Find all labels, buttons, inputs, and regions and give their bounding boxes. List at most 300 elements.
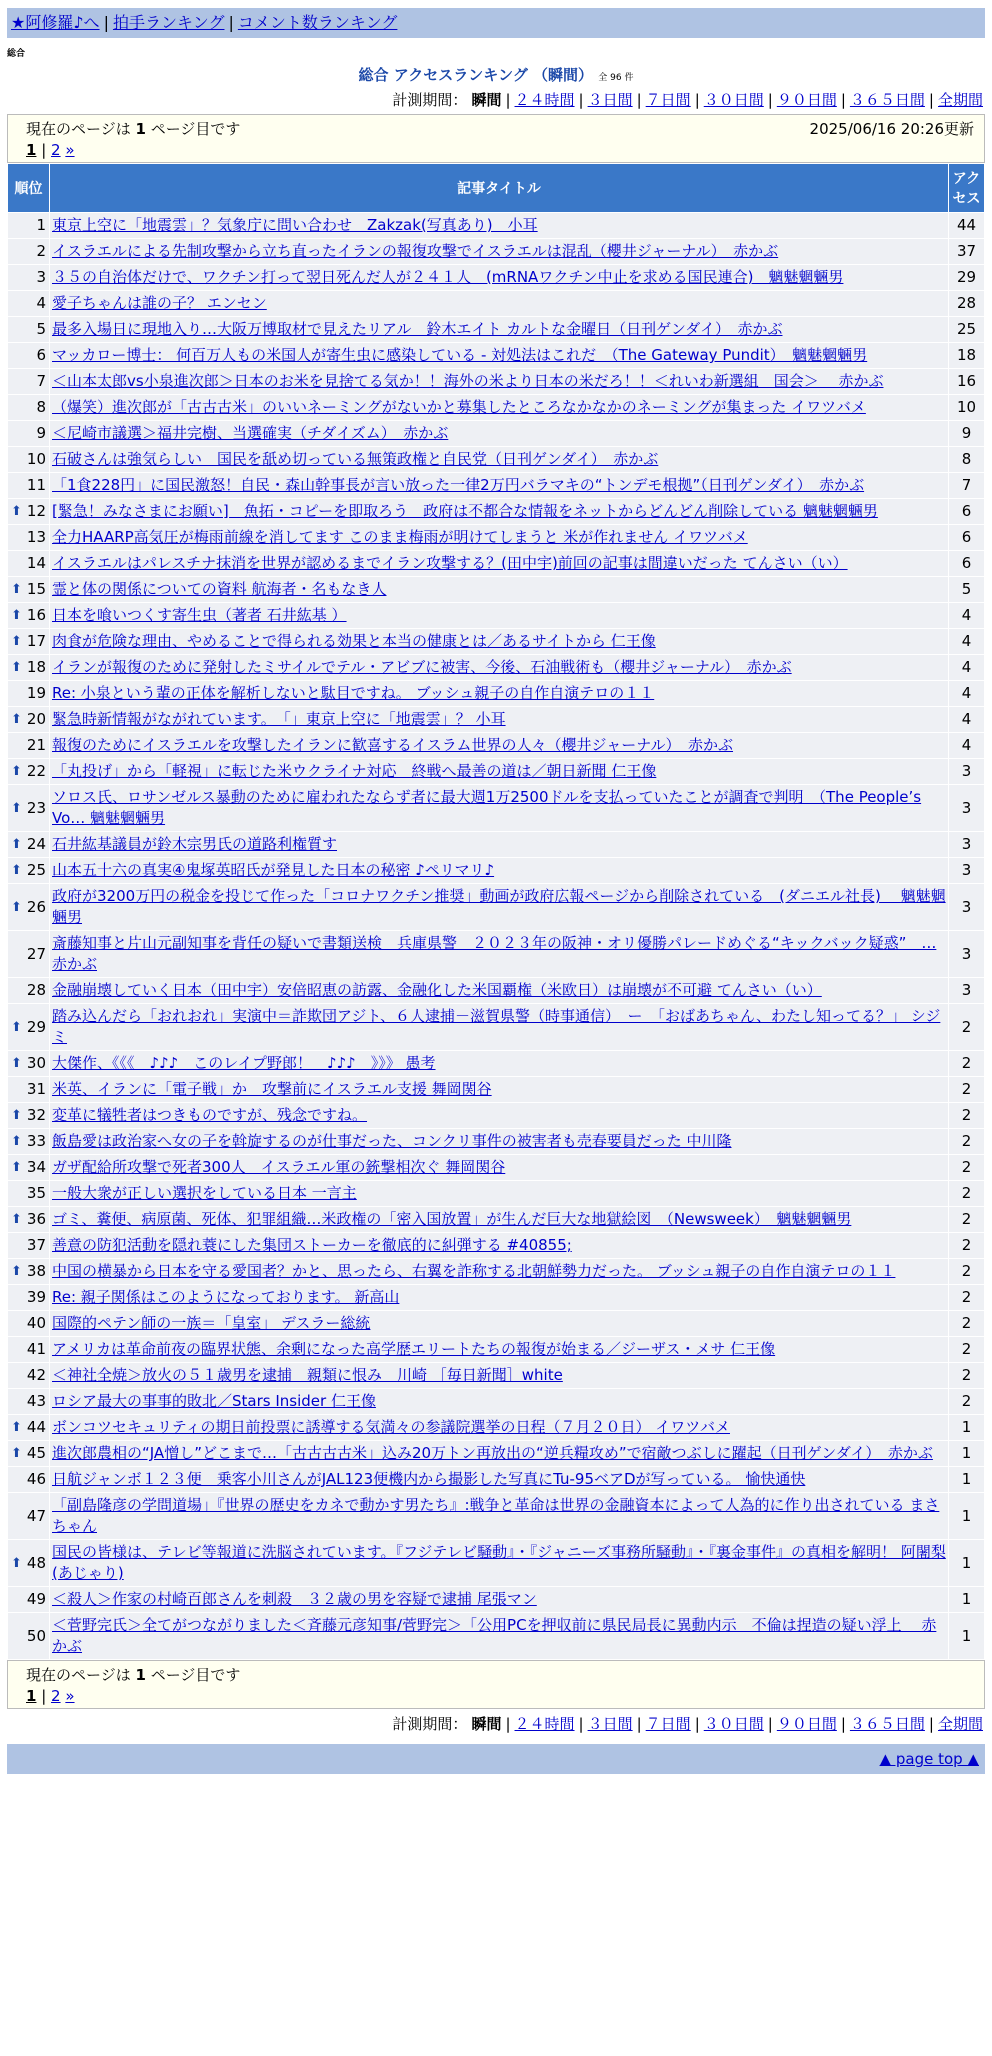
rank-cell	[8, 1259, 50, 1285]
access-count: 3	[949, 785, 985, 832]
article-link[interactable]: 「丸投げ」から「軽視」に転じた米ウクライナ対応 終戦へ最善の道は／朝日新聞 仁王像	[52, 762, 657, 780]
page-2-link[interactable]: 2	[51, 1687, 61, 1705]
ranking-title: 総合 アクセスランキング （瞬間）	[358, 66, 594, 84]
article-link[interactable]: Re: 小泉という輩の正体を解析しないと駄目ですね。 ブッシュ親子の自作自演テロの１１	[52, 684, 655, 702]
rank-cell	[8, 577, 50, 603]
access-count: 2	[949, 1077, 985, 1103]
period-link[interactable]: ３日間	[587, 1715, 633, 1733]
title-cell	[50, 1004, 949, 1051]
separator: |	[636, 91, 642, 109]
rank-up-arrow-icon: ⬆	[11, 1264, 22, 1279]
page-1-current: 1	[26, 1687, 37, 1705]
rank-cell	[8, 421, 50, 447]
rank-cell	[8, 978, 50, 1004]
table-row	[8, 1587, 985, 1613]
access-count: 8	[949, 447, 985, 473]
page-top-link[interactable]: ▲ page top ▲	[879, 1750, 979, 1768]
rank-number: 8	[36, 398, 46, 416]
period-link[interactable]: 全期間	[937, 1715, 983, 1733]
access-count: 16	[949, 369, 985, 395]
rank-up-arrow-icon: ⬆	[11, 863, 22, 878]
access-count: 6	[949, 499, 985, 525]
table-row	[8, 655, 985, 681]
article-link[interactable]: 緊急時新情報がながれています。 「」東京上空に「地震雲」？ 小耳	[52, 710, 506, 728]
table-row	[8, 1363, 985, 1389]
access-count: 7	[949, 473, 985, 499]
rank-number: 50	[26, 1626, 46, 1645]
access-count: 3	[949, 931, 985, 978]
rank-cell	[8, 603, 50, 629]
article-link[interactable]: ＜神社全焼＞放火の５１歳男を逮捕 親類に恨み 川崎 ［毎日新聞］white	[52, 1366, 563, 1384]
comment-ranking-link[interactable]: コメント数ランキング	[237, 13, 398, 32]
rank-number: 21	[26, 736, 46, 754]
rank-cell	[8, 629, 50, 655]
period-link[interactable]: ３０日間	[703, 91, 764, 109]
article-link[interactable]: （爆笑）進次郎が「古古古米」のいいネーミングがないかと募集したところなかなかのネーミングが集まった イワツバメ	[52, 398, 866, 416]
page-links: 1 | 2 »	[26, 141, 75, 159]
article-link[interactable]: イスラエルによる先制攻撃から立ち直ったイランの報復攻撃でイスラエルは混乱（櫻井ジャーナル） 赤かぶ	[52, 242, 779, 260]
title-cell	[50, 655, 949, 681]
title-cell	[50, 1155, 949, 1181]
table-row	[8, 291, 985, 317]
rank-number: 36	[26, 1210, 46, 1228]
table-row	[8, 603, 985, 629]
article-link[interactable]: 進次郎農相の“JA憎し”どこまで…「古古古古米」込み20万トン再放出の“逆兵糧攻め”で宿敵つぶしに躍起（日刊ゲンダイ） 赤かぶ	[52, 1444, 933, 1462]
article-link[interactable]: ＜山本太郎vs小泉進次郎＞日本のお米を見捨てる気か！！海外の米より日本の米だろ！！＜れいわ新選組 国会＞ 赤かぶ	[52, 372, 884, 390]
title-cell	[50, 832, 949, 858]
rank-number: 35	[26, 1184, 46, 1202]
page-2-link[interactable]: 2	[51, 141, 61, 159]
rank-up-arrow-icon: ⬆	[11, 837, 22, 852]
top-nav: ★阿修羅♪へ | 拍手ランキング | コメント数ランキング	[7, 8, 985, 38]
rank-number: 1	[36, 216, 46, 234]
rank-cell	[8, 499, 50, 525]
rank-cell	[8, 213, 50, 239]
rank-cell	[8, 395, 50, 421]
rank-cell	[8, 707, 50, 733]
article-link[interactable]: 米英、イランに「電子戦」か 攻撃前にイスラエル支援 舞岡関谷	[52, 1080, 492, 1098]
table-row	[8, 1389, 985, 1415]
article-link[interactable]: 国民の皆様は、テレビ等報道に洗脳されています。『フジテレビ騒動』・『ジャニーズ事務所騒動』・『裏金事件』の真相を解明！ 阿闍梨(あじゃり)	[52, 1543, 946, 1582]
rank-up-arrow-icon: ⬆	[11, 504, 22, 519]
rank-number: 2	[36, 242, 46, 260]
table-row	[8, 1077, 985, 1103]
article-link[interactable]: 大傑作、《《《 ♪♪♪ このレイプ野郎！ ♪♪♪ 》》》 愚考	[52, 1054, 436, 1072]
table-row	[8, 421, 985, 447]
article-link[interactable]: Re: 親子関係はこのようになっております。 新高山	[52, 1288, 400, 1306]
rank-cell	[8, 1363, 50, 1389]
table-row	[8, 1311, 985, 1337]
rank-up-arrow-icon: ⬆	[11, 800, 22, 816]
table-row	[8, 473, 985, 499]
article-link[interactable]: ゴミ、糞便、病原菌、死体、犯罪組織…米政権の「密入国放置」が生んだ巨大な地獄絵図 （Newsweek） 魑魅魍魎男	[52, 1210, 852, 1228]
table-row	[8, 551, 985, 577]
access-count: 2	[949, 1337, 985, 1363]
table-row	[8, 317, 985, 343]
article-link[interactable]: 石井紘基議員が鈴木宗男氏の道路利権質す	[52, 835, 338, 853]
table-row	[8, 1337, 985, 1363]
table-row	[8, 629, 985, 655]
title-cell	[50, 1207, 949, 1233]
access-count: 6	[949, 551, 985, 577]
access-count: 18	[949, 343, 985, 369]
rank-up-arrow-icon: ⬆	[11, 582, 22, 597]
period-label: 計測期間：	[392, 91, 468, 109]
rank-up-arrow-icon: ⬆	[11, 608, 22, 623]
table-row	[8, 978, 985, 1004]
article-link[interactable]: 善意の防犯活動を隠れ蓑にした集団ストーカーを徹底的に糾弾する #40855;	[52, 1236, 572, 1254]
title-cell	[50, 369, 949, 395]
rank-up-arrow-icon: ⬆	[11, 1212, 22, 1227]
rank-number: 45	[26, 1444, 46, 1462]
access-count: 2	[949, 1259, 985, 1285]
title-cell	[50, 785, 949, 832]
table-row	[8, 343, 985, 369]
rank-cell	[8, 1613, 50, 1660]
article-link[interactable]: 最多入場日に現地入り…大阪万博取材で見えたリアル 鈴木エイト カルトな金曜日（日刊ゲンダイ） 赤かぶ	[52, 320, 783, 338]
article-link[interactable]: 中国の横暴から日本を守る愛国者？かと、思ったら、右翼を詐称する北朝鮮勢力だった。 ブッシュ親子の自作自演テロの１１	[52, 1262, 896, 1280]
access-count: 2	[949, 1311, 985, 1337]
period-link[interactable]: ２４時間	[514, 91, 575, 109]
rank-cell	[8, 1077, 50, 1103]
period-link[interactable]: ７日間	[645, 1715, 691, 1733]
table-row	[8, 1467, 985, 1493]
article-link[interactable]: 山本五十六の真実④鬼塚英昭氏が発見した日本の秘密 ♪ペリマリ♪	[52, 861, 495, 879]
rank-up-arrow-icon: ⬆	[11, 1108, 22, 1123]
rank-cell	[8, 733, 50, 759]
rank-cell	[8, 681, 50, 707]
rank-number: 40	[26, 1314, 46, 1332]
rank-up-arrow-icon: ⬆	[11, 712, 22, 727]
table-row	[8, 499, 985, 525]
rank-cell	[8, 1389, 50, 1415]
table-row	[8, 884, 985, 931]
access-count: 4	[949, 733, 985, 759]
rank-cell	[8, 858, 50, 884]
rank-number: 41	[26, 1340, 46, 1358]
table-row	[8, 213, 985, 239]
rank-cell	[8, 369, 50, 395]
period-link[interactable]: ７日間	[645, 91, 691, 109]
rank-up-arrow-icon: ⬆	[11, 1555, 22, 1571]
article-link[interactable]: 愛子ちゃんは誰の子？ エンセン	[52, 294, 267, 312]
rank-cell	[8, 1415, 50, 1441]
article-link[interactable]: マッカロー博士： 何百万人もの米国人が寄生虫に感染している - 対処法はこれだ （The Gateway Pundit） 魑魅魍魎男	[52, 346, 868, 364]
table-header	[8, 164, 985, 213]
home-link[interactable]: ★阿修羅♪へ	[11, 13, 100, 32]
access-header: アクセス	[949, 164, 985, 213]
article-link[interactable]: 報復のためにイスラエルを攻撃したイランに歓喜するイスラム世界の人々（櫻井ジャーナル） 赤かぶ	[52, 736, 734, 754]
title-cell	[50, 707, 949, 733]
article-link[interactable]: 霊と体の関係についての資料 航海者・名もなき人	[52, 580, 387, 598]
rank-number: 24	[26, 835, 46, 853]
access-count: 3	[949, 978, 985, 1004]
rank-cell	[8, 832, 50, 858]
rank-cell	[8, 1051, 50, 1077]
page-links-bottom: 1 | 2 »	[26, 1687, 75, 1705]
table-row	[8, 395, 985, 421]
rank-number: 27	[26, 944, 46, 963]
table-row	[8, 447, 985, 473]
article-link[interactable]: ボンコツセキュリティの期日前投票に誘導する気満々の参議院選挙の日程（７月２０日） イワツバメ	[52, 1418, 730, 1436]
article-link[interactable]: 日本を喰いつくす寄生虫（著者 石井紘基 ）	[52, 606, 347, 624]
rank-number: 46	[26, 1470, 46, 1488]
period-link[interactable]: ９０日間	[776, 91, 837, 109]
rank-number: 28	[26, 981, 46, 999]
table-row	[8, 785, 985, 832]
rank-up-arrow-icon: ⬆	[11, 634, 22, 649]
access-count: 1	[949, 1587, 985, 1613]
rank-cell	[8, 1587, 50, 1613]
title-cell	[50, 1103, 949, 1129]
article-link[interactable]: ソロス氏、ロサンゼルス暴動のために雇われたならず者に最大週1万2500ドルを支払っていたことが調査で判明 （The People’s Vo… 魑魅魍魎男	[52, 788, 922, 827]
table-row	[8, 681, 985, 707]
title-cell	[50, 343, 949, 369]
table-row	[8, 1129, 985, 1155]
rank-cell	[8, 1311, 50, 1337]
separator: |	[767, 91, 773, 109]
title-cell	[50, 931, 949, 978]
period-link[interactable]: 全期間	[937, 91, 983, 109]
table-row	[8, 1103, 985, 1129]
access-count: 25	[949, 317, 985, 343]
title-cell	[50, 1181, 949, 1207]
access-count: 29	[949, 265, 985, 291]
title-cell	[50, 1613, 949, 1660]
title-cell	[50, 395, 949, 421]
access-count: 2	[949, 1285, 985, 1311]
article-link[interactable]: ＜菅野完氏＞全てがつながりました＜斉藤元彦知事/菅野完＞「公用PCを押収前に県民局長に異動内示 不倫は捏造の疑い浮上 赤かぶ	[52, 1616, 937, 1655]
rank-number: 47	[26, 1506, 46, 1525]
access-count: 4	[949, 707, 985, 733]
period-link[interactable]: ３日間	[587, 91, 633, 109]
table-row	[8, 1233, 985, 1259]
rank-number: 14	[26, 554, 46, 572]
rank-cell	[8, 473, 50, 499]
period-label: 計測期間：	[392, 1715, 468, 1733]
table-row	[8, 1493, 985, 1540]
pagination-top	[7, 114, 985, 163]
title-cell	[50, 1233, 949, 1259]
rank-number: 26	[26, 897, 46, 916]
table-row	[8, 1155, 985, 1181]
rank-cell	[8, 343, 50, 369]
rank-number: 17	[26, 632, 46, 650]
rank-cell	[8, 785, 50, 832]
rank-cell	[8, 239, 50, 265]
next-page-link[interactable]: »	[65, 1687, 75, 1705]
rank-cell	[8, 551, 50, 577]
access-count: 2	[949, 1389, 985, 1415]
rank-up-arrow-icon: ⬆	[11, 1134, 22, 1149]
article-link[interactable]: 「副島隆彦の学問道場」『世界の歴史をカネで動かす男たち』:戦争と革命は世界の金融資本によって人為的に作り出されている まさちゃん	[52, 1496, 940, 1535]
title-cell	[50, 213, 949, 239]
next-page-link[interactable]: »	[65, 141, 75, 159]
title-cell	[50, 1540, 949, 1587]
rank-number: 29	[26, 1017, 46, 1036]
rank-number: 31	[26, 1080, 46, 1098]
period-link[interactable]: ３６５日間	[849, 91, 925, 109]
title-cell	[50, 603, 949, 629]
separator: |	[578, 91, 584, 109]
access-count: 2	[949, 1181, 985, 1207]
access-count: 2	[949, 1207, 985, 1233]
access-count: 4	[949, 603, 985, 629]
article-link[interactable]: イスラエルはパレスチナ抹消を世界が認めるまでイラン攻撃する？(田中宇)前回の記事は間違いだった てんさい（い）	[52, 554, 848, 572]
title-cell	[50, 884, 949, 931]
article-link[interactable]: ＜尼崎市議選＞福井完樹、当選確実（チダイズム） 赤かぶ	[52, 424, 449, 442]
separator: |	[767, 1715, 773, 1733]
title-cell	[50, 759, 949, 785]
article-link[interactable]: 石破さんは強気らしい 国民を舐め切っている無策政権と自民党（日刊ゲンダイ） 赤かぶ	[52, 450, 659, 468]
rank-number: 25	[26, 861, 46, 879]
rank-number: 13	[26, 528, 46, 546]
title-cell	[50, 1337, 949, 1363]
separator: |	[505, 91, 511, 109]
rank-up-arrow-icon: ⬆	[11, 660, 22, 675]
article-link[interactable]: 全力HAARP高気圧が梅雨前線を消してます このまま梅雨が明けてしまうと 米が作れません イワツバメ	[52, 528, 748, 546]
title-cell	[50, 1285, 949, 1311]
title-cell	[50, 978, 949, 1004]
separator: |	[694, 1715, 700, 1733]
title-cell	[50, 733, 949, 759]
access-count: 2	[949, 1103, 985, 1129]
period-link[interactable]: ９０日間	[776, 1715, 837, 1733]
access-count: 44	[949, 213, 985, 239]
rank-cell	[8, 1285, 50, 1311]
article-link[interactable]: ３５の自治体だけで、ワクチン打って翌日死んだ人が２４１人 (mRNAワクチン中止を求める国民連合) 魑魅魍魎男	[52, 268, 844, 286]
rank-number: 9	[36, 424, 46, 442]
rank-up-arrow-icon: ⬆	[11, 764, 22, 779]
rank-cell	[8, 1540, 50, 1587]
access-count: 2	[949, 1004, 985, 1051]
article-link[interactable]: ガザ配給所攻撃で死者300人 イスラエル軍の銃撃相次ぐ 舞岡関谷	[52, 1158, 506, 1176]
article-link[interactable]: 飯島愛は政治家へ女の子を斡旋するのが仕事だった、コンクリ事件の被害者も売春要員だった 中川隆	[52, 1132, 732, 1150]
article-link[interactable]: 一般大衆が正しい選択をしている日本 一言主	[52, 1184, 357, 1202]
article-link[interactable]: イランが報復のために発射したミサイルでテル・アビブに被害、今後、石油戦術も（櫻井ジャーナル） 赤かぶ	[52, 658, 792, 676]
table-row	[8, 858, 985, 884]
rank-cell	[8, 317, 50, 343]
clap-ranking-link[interactable]: 拍手ランキング	[112, 13, 225, 32]
access-count: 3	[949, 759, 985, 785]
rank-number: 20	[26, 710, 46, 728]
page-info-text-bottom: 現在のページは 1 ページ目です	[26, 1666, 241, 1684]
table-row	[8, 832, 985, 858]
rank-up-arrow-icon: ⬆	[11, 1019, 22, 1035]
article-link[interactable]: ロシア最大の事事的敗北／Stars Insider 仁王像	[52, 1392, 376, 1410]
article-link[interactable]: 斎藤知事と片山元副知事を背任の疑いで書類送検 兵庫県警 ２０２３年の阪神・オリ優勝パレードめぐる“キックバック疑惑” … 赤かぶ	[52, 934, 937, 973]
title-cell	[50, 1259, 949, 1285]
title-cell	[50, 265, 949, 291]
article-link[interactable]: 変革に犠牲者はつきものですが、残念ですね。	[52, 1106, 368, 1124]
period-link[interactable]: ３６５日間	[849, 1715, 925, 1733]
article-link[interactable]: ＜殺人＞作家の村崎百郎さんを刺殺 ３２歳の男を容疑で逮捕 尾張マン	[52, 1590, 537, 1608]
rank-number: 42	[26, 1366, 46, 1384]
access-count: 1	[949, 1613, 985, 1660]
article-link[interactable]: 政府が3200万円の税金を投じて作った「コロナワクチン推奨」動画が政府広報ページから削除されている (ダニエル社長) 魑魅魍魎男	[52, 887, 946, 926]
table-row	[8, 1540, 985, 1587]
article-link[interactable]: 肉食が危険な理由、やめることで得られる効果と本当の健康とは／あるサイトから 仁王像	[52, 632, 656, 650]
title-cell	[50, 1467, 949, 1493]
title-cell	[50, 1389, 949, 1415]
title-cell	[50, 1311, 949, 1337]
access-count: 4	[949, 629, 985, 655]
rank-number: 49	[26, 1590, 46, 1608]
rank-number: 6	[36, 346, 46, 364]
access-count: 3	[949, 884, 985, 931]
table-row	[8, 759, 985, 785]
article-link[interactable]: 東京上空に「地震雲」？気象庁に問い合わせ Zakzak(写真あり) 小耳	[52, 216, 538, 234]
rank-number: 43	[26, 1392, 46, 1410]
article-link[interactable]: 日航ジャンボ１２３便 乗客小川さんがJAL123便機内から撮影した写真にTu-95ベアDが写っている。 愉快通快	[52, 1470, 806, 1488]
title-cell	[50, 291, 949, 317]
access-count: 37	[949, 239, 985, 265]
rank-up-arrow-icon: ⬆	[11, 1420, 22, 1435]
rank-cell	[8, 447, 50, 473]
separator: |	[694, 91, 700, 109]
period-selector	[7, 89, 985, 110]
rank-number: 16	[26, 606, 46, 624]
title-cell	[50, 1493, 949, 1540]
table-row	[8, 1051, 985, 1077]
title-cell	[50, 1441, 949, 1467]
rank-cell	[8, 931, 50, 978]
rank-number: 3	[36, 268, 46, 286]
table-row	[8, 1259, 985, 1285]
rank-number: 4	[36, 294, 46, 312]
rank-number: 39	[26, 1288, 46, 1306]
access-count: 2	[949, 1051, 985, 1077]
title-cell	[50, 473, 949, 499]
table-row	[8, 239, 985, 265]
table-row	[8, 931, 985, 978]
article-link[interactable]: 踏み込んだら「おれおれ」実演中＝詐欺団アジト、６人逮捕－滋賀県警（時事通信） ー 「おばあちゃん、わたし知ってる？」 シジミ	[52, 1007, 941, 1046]
article-link[interactable]: 金融崩壊していく日本（田中宇）安倍昭恵の訪露、金融化した米国覇権（米欧日）は崩壊が不可避 てんさい（い）	[52, 981, 822, 999]
rank-number: 22	[26, 762, 46, 780]
rank-up-arrow-icon: ⬆	[11, 1160, 22, 1175]
rank-cell	[8, 265, 50, 291]
access-count: 9	[949, 421, 985, 447]
ranking-table	[7, 163, 985, 1660]
separator: |	[636, 1715, 642, 1733]
access-count: 3	[949, 832, 985, 858]
total-count: 全 96 件	[598, 73, 634, 83]
rank-cell	[8, 1155, 50, 1181]
article-link[interactable]: 国際的ペテン師の一族＝「皇室」 デスラー総統	[52, 1314, 371, 1332]
article-link[interactable]: [緊急！みなさまにお願い] 魚拓・コピーを即取ろう 政府は不都合な情報をネットからどんどん削除している 魑魅魍魎男	[52, 502, 878, 520]
title-cell	[50, 239, 949, 265]
access-count: 1	[949, 1493, 985, 1540]
period-current: 瞬間	[471, 1715, 502, 1733]
access-count: 3	[949, 858, 985, 884]
title-cell	[50, 577, 949, 603]
period-link[interactable]: ３０日間	[703, 1715, 764, 1733]
rank-number: 11	[26, 476, 46, 494]
page-1-current: 1	[26, 141, 37, 159]
title-cell	[50, 681, 949, 707]
article-link[interactable]: アメリカは革命前夜の臨界状態、余剰になった高学歴エリートたちの報復が始まる／ジーザス・メサ 仁王像	[52, 1340, 776, 1358]
rank-number: 5	[36, 320, 46, 338]
title-cell	[50, 1077, 949, 1103]
article-link[interactable]: 「1食228円」に国民激怒！自民・森山幹事長が言い放った一律2万円バラマキの“トンデモ根拠”（日刊ゲンダイ） 赤かぶ	[52, 476, 865, 494]
access-count: 2	[949, 1155, 985, 1181]
rank-cell	[8, 1441, 50, 1467]
rank-cell	[8, 1337, 50, 1363]
rank-cell	[8, 1181, 50, 1207]
period-link[interactable]: ２４時間	[514, 1715, 575, 1733]
separator: |	[578, 1715, 584, 1733]
rank-cell	[8, 1004, 50, 1051]
